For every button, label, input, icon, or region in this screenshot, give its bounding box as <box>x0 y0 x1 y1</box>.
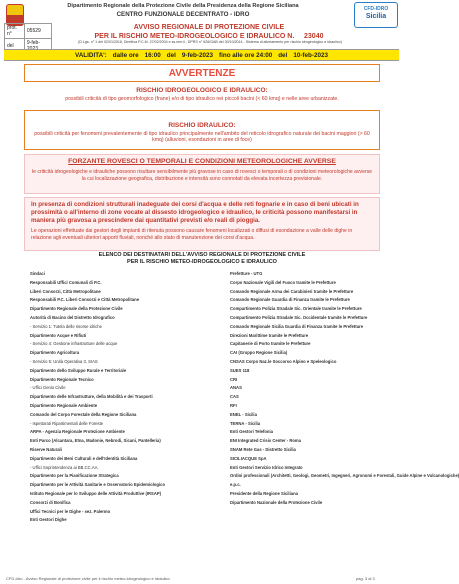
recipient-item: - Servizio 5: Unità Operativa 3, SIAS <box>30 358 98 364</box>
recipient-item: Dipartimento Nazionale della Protezione Civile <box>230 499 323 505</box>
recipient-item: - Servizio 1: Tutela delle risorse idriche <box>30 323 102 329</box>
recipient-item: Uffici Tecnici per le Dighe - sez. Palermo <box>30 508 111 514</box>
recipient-item: Liberi Consorzi, Città Metropolitane <box>30 288 101 294</box>
header-title: Dipartimento Regionale della Protezione Civile della Presidenza della Regione Siciliana <box>67 3 299 9</box>
recipient-item: Presidente della Regione Siciliana <box>230 490 298 496</box>
cfd-logo-bottom: Sicilia <box>365 13 387 20</box>
recipient-item: Dipartimento per la Pianificazione Strategica <box>30 473 119 479</box>
recipient-item: ENI Integrated Crisis Center - Roma <box>230 438 301 444</box>
recipient-item: Consorzi di Bonifica <box>30 499 71 505</box>
legal-reference: (D.Lgs. n° 1 del 02/01/2018, Direttiva P.C.M. 27/02/2004 e ss.mm.ii., DPRS n° 626/GAB del 30/10/2014 - Sistema di allertamento per rischio idrogeologico e idraulico) <box>78 40 342 44</box>
recipient-item: Dipartimento Regionale Ambiente <box>30 402 98 408</box>
avviso-line1: AVVISO REGIONALE DI PROTEZIONE CIVILE <box>133 24 285 31</box>
recipient-item: Enti Gestori Servizio Idrico Integrato <box>230 464 303 470</box>
avviso-title <box>64 23 354 41</box>
presenza-title: In presenza di condizioni strutturali inadeguate dei corsi d'acqua e delle reti fognarie e in caso di beni ubicati in prossimità o all'interno di zone vocate al dissesto idrogeologico e idraulico, le criticità possono manifestarsi in maniera più gravosa a prescindere dai quantitativi previsti e/o reali di pioggia. <box>31 201 359 224</box>
forzante-box <box>24 154 380 194</box>
recipient-item: Autorità di Bacino del Distretto Idrografico <box>30 314 115 320</box>
validity-to-date: 10-feb-2023 <box>293 51 328 59</box>
del-label: del <box>5 39 25 54</box>
recipient-item: Dipartimento Regionale Tecnico <box>30 376 94 382</box>
recipient-item: CNSAS Corpo Naz.le Soccorso Alpino e Speleologico <box>230 358 337 364</box>
recipient-item: Comando Regionale Guardia di Finanza tramite le Prefetture <box>230 297 350 303</box>
recipient-item: TERNA - Sicilia <box>230 420 261 426</box>
cfd-logo-top: CFD-IDRO <box>363 6 389 12</box>
recipient-item: CAS <box>230 394 239 400</box>
forzante-title: FORZANTE ROVESCI O TEMPORALI E CONDIZIONI METEOROLOGICHE AVVERSE <box>68 158 336 165</box>
recipient-item: ENEL - Sicilia <box>230 411 257 417</box>
recipient-item: Compartimento Polizia Stradale Sic. Occidentale tramite le Prefetture <box>230 314 368 320</box>
recipient-item: Corpo Nazionale Vigili del Fuoco tramite le Prefetture <box>230 279 336 285</box>
recipient-item: Ordini professionali (Architetti, Geologi, Geometri, Ingegneri, Agronomi e Forestali, Guide Alpine e Vulcanologiche) <box>230 473 459 479</box>
recipient-item: RFI <box>230 402 237 408</box>
recipient-item: Comando Regionale Sicilia Guardia di Finanza tramite le Prefetture <box>230 323 364 329</box>
recipient-item: Dipartimento dello Sviluppo Rurale e Territoriale <box>30 367 127 373</box>
rischio-idrogeologico-body: possibili criticità di tipo geomorfologico (frane) e/o di tipo idraulico nei piccoli bacini (< 60 kmq) e nelle aree urbanizzate. <box>65 96 339 102</box>
recipient-item: Dipartimento delle Infrastrutture, della Mobilità e dei Trasporti <box>30 394 153 400</box>
rischio-idraulico-body: possibili criticità per fenomeni prevalentemente di tipo idraulico principalmente nell'ambito del reticolo idrografico naturale dei bacini maggiori (> 60 kmq) (alluvioni, esondazioni in aree di foce) <box>34 131 370 143</box>
rischio-idraulico-title: RISCHIO IDRAULICO: <box>168 122 236 129</box>
recipient-item: ANAS <box>230 385 242 391</box>
validity-bar <box>4 49 399 61</box>
page-number: pag. 3 di 3 <box>356 576 375 581</box>
recipient-item: Capitanerie di Porto tramite le Prefetture <box>230 341 311 347</box>
recipient-item: Comando del Corpo Forestale della Regione Siciliana <box>30 411 137 417</box>
recipient-item: Comando Regionale Arma dei Carabinieri tramite le Prefetture <box>230 288 354 294</box>
recipient-item: SICILIACQUE SpA <box>230 455 267 461</box>
recipients-right-column <box>230 270 459 525</box>
footer-text: CFD-Idro - Avviso Regionale di protezione civile per il rischio meteo-idrogeologico e idraulico <box>6 576 170 581</box>
recipient-item: Enti Parco (Alcantara, Etna, Madonie, Nebrodi, Sicani, Pantelleria) <box>30 438 161 444</box>
recipient-item: Enti Gestori Dighe <box>30 517 67 523</box>
recipient-item: Dipartimento per le Attività Sanitarie e Osservatorio Epidemiologico <box>30 482 166 488</box>
recipient-item: Responsabili P.C. Liberi Consorzi e Città Metropolitane <box>30 297 140 303</box>
validity-del-1: del <box>166 51 176 59</box>
rischio-idraulico <box>24 122 380 143</box>
forzante-body: le criticità idrogeologiche e idrauliche possono risultare sensibilmente più gravose in caso di rovesci o temporali o di condizioni meteorologiche avverse la cui localizzazione geografica, distribuzione e intensità sono connotati da elevata incertezza previsionale. <box>31 169 373 182</box>
validity-from-label: dalle ore <box>112 51 139 59</box>
elenco-line1: ELENCO DEI DESTINATARI DELL'AVVISO REGIONALE DI PROTEZIONE CIVILE <box>98 252 306 258</box>
recipient-item: Prefetture - UTG <box>230 271 263 276</box>
del-value: 9-feb- <box>24 39 51 54</box>
recipient-item: CRI <box>230 376 238 382</box>
recipient-item: Dipartimento Regionale della Protezione Civile <box>30 306 123 312</box>
validity-from-date: 9-feb-2023 <box>181 51 213 59</box>
rischio-idrogeologico-title: RISCHIO IDROGEOLOGICO E IDRAULICO: <box>136 87 268 94</box>
recipient-item <box>230 516 390 525</box>
cfd-logo <box>354 2 398 28</box>
prot-label: prot. n° <box>5 24 25 39</box>
recipient-item: Dipartimento Acque e Rifiuti <box>30 332 87 338</box>
recipients-left-column <box>30 270 165 525</box>
validity-to-label: fino alle ore 24:00 <box>219 51 273 59</box>
validity-del-2: del <box>278 51 288 59</box>
recipient-item: - Uffici Genio Civile <box>30 385 66 391</box>
recipient-item: e.p.c. <box>230 482 241 488</box>
recipient-item: Dipartimento Agricoltura <box>30 350 80 356</box>
avvertenze-title: AVVERTENZE <box>24 64 380 82</box>
recipient-item: ARPA - Agenzia Regionale Protezione Ambiente <box>30 429 125 435</box>
recipient-item: Riserve Naturali <box>30 446 62 452</box>
recipient-item: CAI (Gruppo Regione Sicilia) <box>230 350 288 356</box>
recipient-item: Sindaci <box>30 271 45 276</box>
avviso-line2: PER IL RISCHIO METEO-IDROGEOLOGICO E IDRAULICO N. 23040 <box>94 33 324 40</box>
recipient-item: Dipartimento dei Beni Culturali e dell'Identità Siciliana <box>30 455 138 461</box>
presenza-body: Le operazioni effettuate dai gestori degli impianti di ritenuta possono causare fenomeni localizzati o diffusi di esondazione a valle delle dighe in relazione agli eventuali ulteriori apporti fluviali, nonché allo stato di manutenzione dei corsi d'acqua. <box>31 228 353 241</box>
elenco-title <box>24 252 380 266</box>
recipient-item: - Uffici Soprintendenza ai BB.CC.AA. <box>30 464 99 470</box>
avviso-number: 23040 <box>304 33 324 40</box>
recipient-item: Istituto Regionale per lo Sviluppo delle Attività Produttive (IRSAP) <box>30 490 162 496</box>
header-subtitle: CENTRO FUNZIONALE DECENTRATO - IDRO <box>116 11 250 18</box>
recipient-item: - Servizio 4: Gestione infrastrutture delle acque <box>30 341 118 347</box>
recipient-item: Compartimento Polizia Stradale Sic. Orientale tramite le Prefetture <box>230 306 362 312</box>
validity-label: VALIDITA': <box>75 51 107 59</box>
recipient-item: Responsabili Uffici Comunali di P.C. <box>30 279 102 285</box>
recipient-item: SNAM Rete Gas - Distretto Sicilia <box>230 446 296 452</box>
validity-from-time: 16:00 <box>144 51 161 59</box>
elenco-line2: PER IL RISCHIO METEO-IDROGEOLOGICO E IDRAULICO <box>127 259 277 265</box>
recipient-item: Direzioni Marittime tramite le Prefetture <box>230 332 309 338</box>
recipient-item: - Ispettorati Ripartimentali delle Foreste <box>30 420 104 426</box>
recipient-item: Enti Gestori Telefonia <box>230 429 273 435</box>
recipient-item <box>230 508 390 517</box>
rischio-idrogeologico <box>24 87 380 102</box>
prot-value: 05529 <box>24 24 51 39</box>
recipient-item: SUES 118 <box>230 367 250 373</box>
presenza-box <box>24 197 380 251</box>
